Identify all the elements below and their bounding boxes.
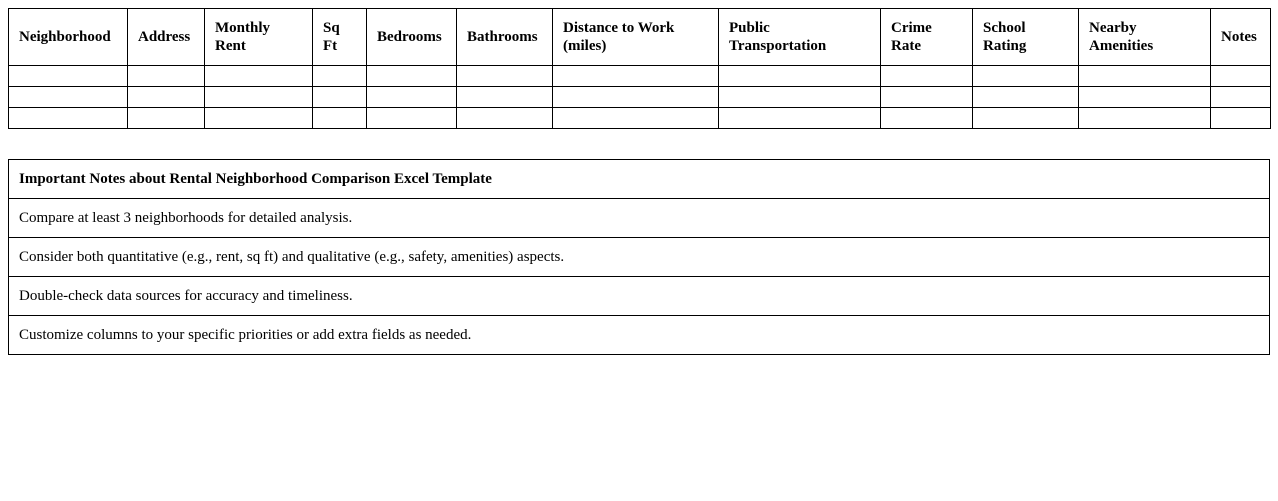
table-cell: [313, 87, 367, 108]
table-cell: [553, 108, 719, 129]
table-cell: [128, 66, 205, 87]
table-cell: [973, 108, 1079, 129]
header-distance-to-work: Distance to Work (miles): [553, 9, 719, 66]
header-bedrooms: Bedrooms: [367, 9, 457, 66]
note-row: [9, 277, 1270, 316]
table-cell: [457, 87, 553, 108]
notes-title: Important Notes about Rental Neighborhood Comparison Excel Template: [9, 160, 1270, 199]
header-bathrooms: Bathrooms: [457, 9, 553, 66]
table-cell: [1079, 108, 1211, 129]
header-sq-ft: Sq Ft: [313, 9, 367, 66]
table-cell: [367, 87, 457, 108]
table-cell: [1079, 87, 1211, 108]
table-cell: [313, 66, 367, 87]
header-monthly-rent: Monthly Rent: [205, 9, 313, 66]
table-cell: [128, 108, 205, 129]
note-item: Customize columns to your specific priorities or add extra fields as needed.: [9, 316, 1270, 355]
table-cell: [205, 108, 313, 129]
table-cell: [9, 87, 128, 108]
table-cell: [205, 87, 313, 108]
header-notes: Notes: [1211, 9, 1271, 66]
neighborhood-comparison-table: [8, 8, 1271, 129]
table-cell: [881, 66, 973, 87]
table-row: [9, 108, 1271, 129]
table-cell: [973, 66, 1079, 87]
table-cell: [313, 108, 367, 129]
table-cell: [719, 108, 881, 129]
table-cell: [367, 108, 457, 129]
note-row: [9, 199, 1270, 238]
table-cell: [973, 87, 1079, 108]
note-item: Double-check data sources for accuracy and timeliness.: [9, 277, 1270, 316]
table-cell: [881, 108, 973, 129]
table-cell: [205, 66, 313, 87]
header-neighborhood: Neighborhood: [9, 9, 128, 66]
header-crime-rate: Crime Rate: [881, 9, 973, 66]
header-address: Address: [128, 9, 205, 66]
important-notes-table: [8, 159, 1270, 355]
note-row: [9, 316, 1270, 355]
notes-heading-row: [9, 160, 1270, 199]
header-school-rating: School Rating: [973, 9, 1079, 66]
table-header-row: [9, 9, 1271, 66]
table-cell: [1211, 66, 1271, 87]
table-cell: [9, 108, 128, 129]
table-row: [9, 66, 1271, 87]
header-public-transportation: Public Transportation: [719, 9, 881, 66]
table-cell: [1079, 66, 1211, 87]
table-cell: [553, 66, 719, 87]
table-cell: [881, 87, 973, 108]
table-cell: [553, 87, 719, 108]
table-cell: [457, 66, 553, 87]
note-row: [9, 238, 1270, 277]
table-cell: [457, 108, 553, 129]
header-nearby-amenities: Nearby Amenities: [1079, 9, 1211, 66]
table-cell: [128, 87, 205, 108]
table-cell: [1211, 87, 1271, 108]
note-item: Consider both quantitative (e.g., rent, sq ft) and qualitative (e.g., safety, amenities) aspects.: [9, 238, 1270, 277]
table-cell: [719, 87, 881, 108]
table-cell: [719, 66, 881, 87]
table-row: [9, 87, 1271, 108]
table-cell: [1211, 108, 1271, 129]
table-cell: [9, 66, 128, 87]
table-cell: [367, 66, 457, 87]
note-item: Compare at least 3 neighborhoods for detailed analysis.: [9, 199, 1270, 238]
